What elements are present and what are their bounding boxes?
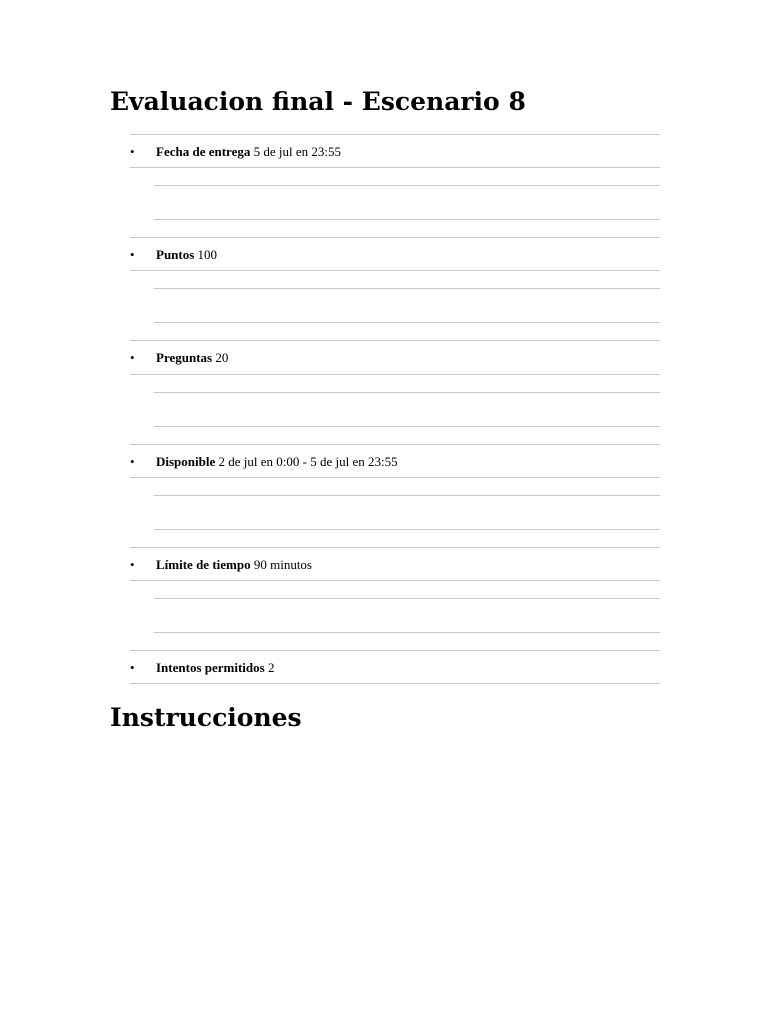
bullet-icon: • — [130, 454, 135, 469]
instructions-heading: Instrucciones — [110, 703, 302, 732]
divider — [130, 477, 660, 478]
divider — [154, 598, 660, 599]
divider — [130, 340, 660, 341]
divider — [154, 426, 660, 427]
detail-item-disponible — [130, 452, 660, 472]
divider — [154, 529, 660, 530]
bullet-icon: • — [130, 350, 135, 365]
divider — [154, 392, 660, 393]
detail-label: Límite de tiempo — [156, 557, 251, 572]
divider — [130, 650, 660, 651]
detail-item-preguntas — [130, 348, 660, 368]
bullet-icon: • — [130, 557, 135, 572]
detail-value: 5 de jul en 23:55 — [253, 144, 341, 159]
divider — [154, 322, 660, 323]
detail-item-intentos-permitidos — [130, 658, 660, 678]
detail-value: 100 — [197, 247, 218, 262]
divider — [130, 547, 660, 548]
divider — [130, 270, 660, 271]
bullet-icon: • — [130, 247, 135, 262]
bullet-icon: • — [130, 144, 135, 159]
divider — [130, 374, 660, 375]
detail-item-fecha-de-entrega — [130, 142, 660, 162]
divider — [130, 237, 660, 238]
divider — [154, 495, 660, 496]
divider — [130, 580, 660, 581]
detail-label: Preguntas — [156, 350, 213, 365]
detail-label: Fecha de entrega — [156, 144, 251, 159]
divider — [130, 134, 660, 135]
detail-value: 2 — [267, 660, 275, 675]
divider — [154, 288, 660, 289]
detail-item-puntos — [130, 245, 660, 265]
detail-label: Disponible — [156, 454, 216, 469]
detail-value: 20 — [215, 350, 229, 365]
divider — [130, 444, 660, 445]
divider — [154, 185, 660, 186]
divider — [154, 632, 660, 633]
detail-value: 2 de jul en 0:00 - 5 de jul en 23:55 — [218, 454, 398, 469]
detail-label: Intentos permitidos — [156, 660, 265, 675]
page-title: Evaluacion final - Escenario 8 — [110, 87, 526, 116]
detail-label: Puntos — [156, 247, 195, 262]
divider — [154, 219, 660, 220]
detail-item-limite-de-tiempo — [130, 555, 660, 575]
detail-value: 90 minutos — [253, 557, 312, 572]
bullet-icon: • — [130, 660, 135, 675]
divider — [130, 167, 660, 168]
divider — [130, 683, 660, 684]
